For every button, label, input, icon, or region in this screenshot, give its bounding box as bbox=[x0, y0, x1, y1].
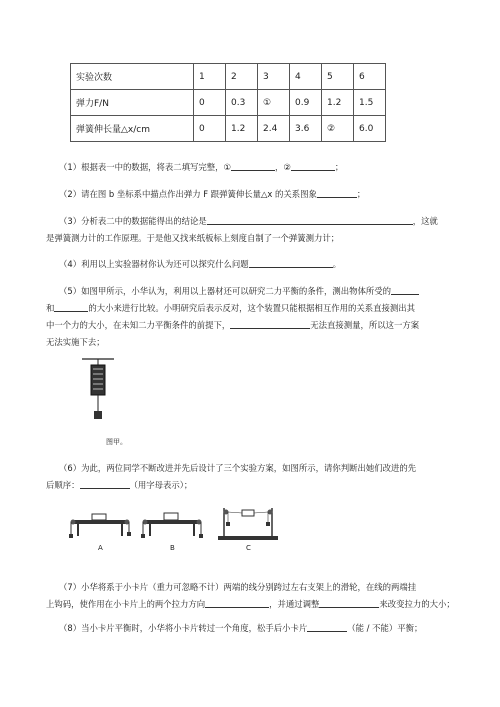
question-text: （能 / 不能）平衡； bbox=[347, 623, 423, 633]
table-cell: 2 bbox=[226, 64, 258, 90]
table-cell: ① bbox=[258, 90, 290, 116]
table-cell: 1.2 bbox=[322, 90, 354, 116]
question-1 bbox=[59, 157, 459, 177]
figure-caption: 图甲。 bbox=[106, 438, 127, 446]
apparatus-drawings bbox=[68, 502, 288, 548]
question-text: 无法实施下去； bbox=[46, 337, 105, 347]
question-text: （6）为此，两位同学不断改进并先后设计了三个实验方案，如图所示，请你判断出她们改进的先 bbox=[59, 463, 417, 473]
table-row bbox=[71, 116, 386, 142]
table-cell: 弹力F/N bbox=[71, 90, 194, 116]
question-text: ，这就 bbox=[412, 216, 438, 226]
table-cell: 3.6 bbox=[290, 116, 322, 142]
question-text: （4）利用以上实验器材你认为还可以探究什么问题 bbox=[59, 259, 249, 269]
table-row bbox=[71, 90, 386, 116]
answer-blank[interactable] bbox=[205, 597, 269, 608]
question-text: ，并通过调整 bbox=[269, 599, 320, 609]
table-cell: 6 bbox=[354, 64, 386, 90]
answer-blank[interactable] bbox=[230, 318, 310, 329]
question-text: 是弹簧测力计的工作原理。于是他又找来纸板标上刻度自制了一个弹簧测力计； bbox=[46, 233, 340, 243]
question-text: （2）请在图 b 坐标系中描点作出弹力 F 跟弹簧伸长量△x 的关系图象 bbox=[59, 189, 317, 199]
table-cell: 0 bbox=[194, 116, 226, 142]
question-text: 的大小来进行比较。小明研究后表示反对，这个装置只能根据相互作用的关系直接测出其 bbox=[88, 303, 415, 313]
question-text: （5）如图甲所示，小华认为，利用以上器材还可以研究二力平衡的条件，测出物体所受的 bbox=[59, 286, 391, 296]
question-text: 中一个力的大小，在未知二力平衡条件的前提下， bbox=[46, 320, 231, 330]
question-8 bbox=[59, 618, 459, 638]
question-text: （7）小华将系于小卡片（重力可忽略不计）两端的线分别跨过左右支架上的滑轮，在线的两端挂 bbox=[59, 582, 417, 592]
question-text: 和 bbox=[46, 303, 55, 313]
table-cell: 弹簧伸长量△x/cm bbox=[71, 116, 194, 142]
table-cell: 4 bbox=[290, 64, 322, 90]
question-text: （8）当小卡片平衡时，小华将小卡片转过一个角度，松手后小卡片 bbox=[59, 623, 308, 633]
table-cell: 0.3 bbox=[226, 90, 258, 116]
table-cell: 5 bbox=[322, 64, 354, 90]
answer-blank[interactable] bbox=[391, 284, 419, 295]
answer-blank[interactable] bbox=[80, 478, 130, 489]
question-5-line-4 bbox=[46, 332, 446, 352]
table-cell: 6.0 bbox=[354, 116, 386, 142]
question-text: 。 bbox=[332, 259, 341, 269]
figure-jia bbox=[80, 355, 140, 445]
table-cell: ② bbox=[322, 116, 354, 142]
question-text: ； bbox=[356, 189, 366, 199]
table-cell: 0 bbox=[194, 90, 226, 116]
question-text: 无法直接测量，所以这一方案 bbox=[310, 320, 420, 330]
label-a: A bbox=[98, 544, 103, 552]
answer-blank[interactable] bbox=[54, 301, 88, 312]
question-text: 后顺序： bbox=[46, 480, 80, 490]
question-text: ； bbox=[334, 162, 344, 172]
data-table bbox=[70, 63, 386, 142]
table-cell: 实验次数 bbox=[71, 64, 194, 90]
table-cell: 1 bbox=[194, 64, 226, 90]
question-6-line-2 bbox=[46, 475, 446, 495]
table-cell: 0.9 bbox=[290, 90, 322, 116]
apparatus-a bbox=[69, 514, 131, 538]
table-cell: 2.4 bbox=[258, 116, 290, 142]
label-b: B bbox=[170, 544, 175, 552]
question-text: （用字母表示）； bbox=[129, 480, 193, 490]
question-7-line-2 bbox=[46, 594, 455, 614]
question-2 bbox=[59, 184, 459, 204]
question-text: 上钩码，使作用在小卡片上的两个拉力方向 bbox=[46, 599, 206, 609]
answer-blank[interactable] bbox=[291, 160, 335, 171]
answer-blank[interactable] bbox=[249, 257, 333, 268]
answer-blank[interactable] bbox=[231, 160, 275, 171]
question-text: 来改变拉力的大小； bbox=[379, 599, 455, 609]
answer-blank[interactable] bbox=[307, 621, 347, 632]
table-cell: 1.5 bbox=[354, 90, 386, 116]
question-text: （3）分析表二中的数据能得出的结论是 bbox=[59, 216, 207, 226]
question-text: ，② bbox=[274, 162, 291, 172]
table-cell: 3 bbox=[258, 64, 290, 90]
apparatus-c bbox=[218, 508, 278, 540]
spring-scale-figure bbox=[80, 355, 140, 435]
answer-blank[interactable] bbox=[319, 597, 379, 608]
table-row bbox=[71, 64, 386, 90]
answer-blank[interactable] bbox=[317, 187, 357, 198]
label-c: C bbox=[246, 544, 251, 552]
question-text: （1）根据表一中的数据，将表二填写完整，① bbox=[59, 162, 231, 172]
apparatus-b bbox=[141, 513, 203, 538]
table-cell: 1.2 bbox=[226, 116, 258, 142]
question-3-line-2 bbox=[46, 228, 446, 248]
answer-blank[interactable] bbox=[207, 214, 413, 225]
apparatus-figure bbox=[68, 502, 288, 554]
question-4 bbox=[59, 254, 459, 274]
